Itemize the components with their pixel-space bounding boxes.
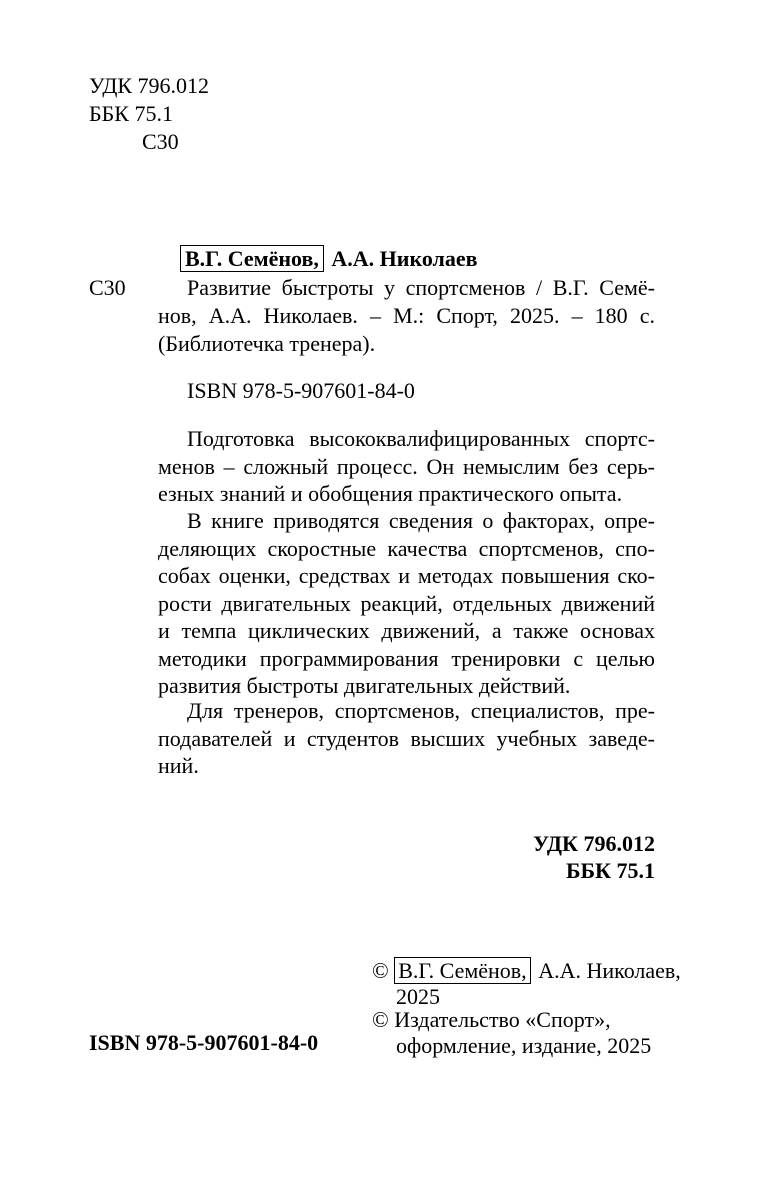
annotation-line: развития быстроты двигательных действий. [158, 673, 571, 698]
bottom-udk: УДК 796.012 [532, 831, 655, 856]
copyright-authors [372, 957, 681, 984]
annotation-line: В книге приводятся сведения о факторах, опре- [187, 508, 655, 533]
annotation-para1-first [187, 425, 655, 453]
isbn-bottom: ISBN 978-5-907601-84-0 [89, 1030, 319, 1055]
annotation-line: и темпа циклических движений, а также основах [158, 618, 655, 643]
udk-code: УДК 796.012 [89, 73, 210, 98]
bbk-code: ББК 75.1 [89, 101, 173, 126]
annotation-line: деляющих скоростные качества спортсменов, спо- [158, 535, 655, 561]
copyright-publisher [372, 1006, 611, 1033]
publisher-note: оформление, издание, 2025 [396, 1033, 652, 1058]
isbn-line: ISBN 978-5-907601-84-0 [187, 378, 415, 403]
bib-description-cont [158, 302, 655, 358]
bib-mark: С30 [89, 275, 126, 300]
author-1-boxed: В.Г. Семёнов, [180, 245, 324, 272]
author-2: А.А. Николаев [331, 246, 478, 271]
annotation-para2 [158, 535, 655, 700]
author-mark: С30 [142, 129, 179, 154]
annotation-line: менов – сложный процесс. Он немыслим без серь- [158, 453, 655, 479]
copyright-author-2: А.А. Николаев, [538, 958, 681, 983]
annotation-line: Для тренеров, спортсменов, специалистов, пре- [187, 698, 655, 723]
annotation-para2-first [187, 507, 655, 535]
annotation-line: ний. [158, 753, 199, 778]
annotation-para1 [158, 453, 655, 508]
annotation-line: подавателей и студентов высших учебных заведе- [158, 725, 655, 751]
publisher-name: Издательство «Спорт», [394, 1007, 611, 1032]
copyright-author-1-boxed: В.Г. Семёнов, [394, 957, 530, 984]
annotation-line: Подготовка высококвалифицированных спортс- [187, 426, 655, 451]
copyright-symbol: © [372, 958, 389, 983]
bib-line: Развитие быстроты у спортсменов / В.Г. Семё- [187, 275, 655, 300]
annotation-para3 [158, 725, 655, 780]
annotation-para3-first [187, 697, 655, 725]
bottom-bbk: ББК 75.1 [565, 858, 655, 883]
copyright-year: 2025 [396, 984, 440, 1009]
bib-description [187, 274, 655, 302]
annotation-line: рости двигательных реакций, отдельных движений [158, 590, 655, 616]
bib-line: (Библиотечка тренера). [158, 331, 376, 356]
copyright-symbol: © [372, 1007, 389, 1032]
bib-line: нов, А.А. Николаев. – М.: Спорт, 2025. – 180 с. [158, 303, 655, 328]
authors-heading [180, 245, 478, 272]
annotation-line: методики программирования тренировки с целью [158, 645, 655, 671]
annotation-line: собах оценки, средствах и методах повышения ско- [158, 563, 655, 588]
annotation-line: езных знаний и обобщения практического опыта. [158, 481, 623, 506]
